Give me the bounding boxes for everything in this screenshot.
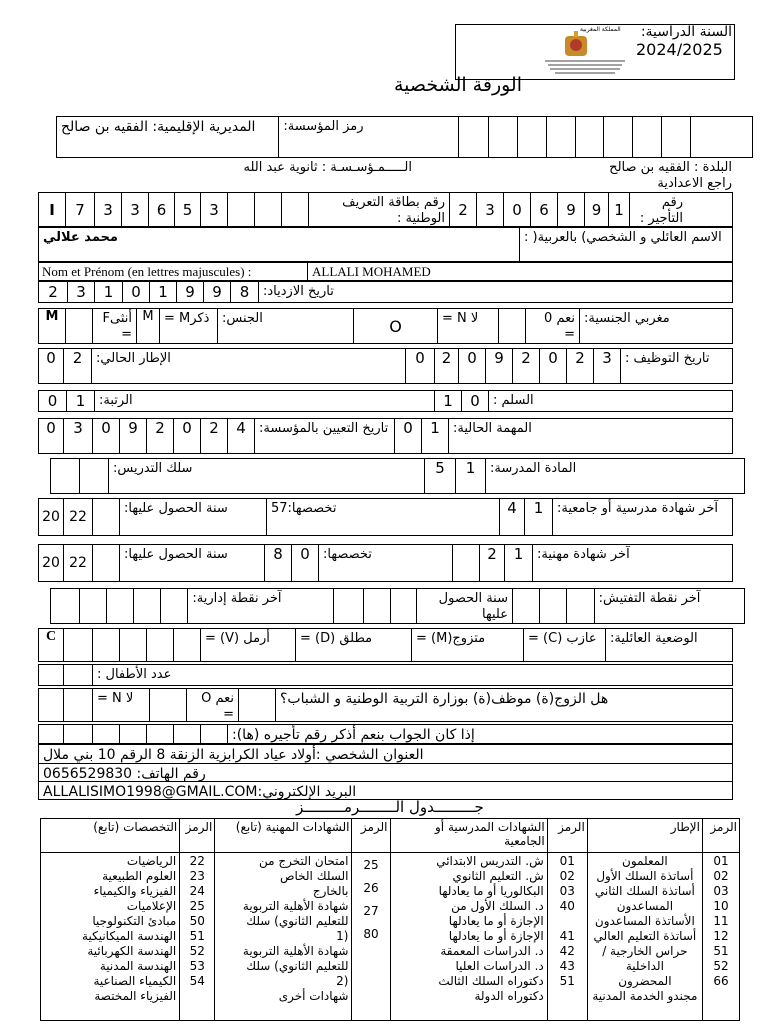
name-fr-value: ALLALI MOHAMED [307, 263, 732, 280]
address: العنوان الشخصي :أولاد عياد الكرابزية الزنقة 8 الرقم 10 بني ملال [43, 747, 424, 763]
hire-row: 0 2 الإطار الحالي: 0 2 0 9 2 0 2 3 تاريخ التوظيف : [38, 348, 733, 384]
name-ar-label: الاسم العائلي و الشخصي) بالعربية( : [519, 228, 732, 261]
spouse-yes: نعم O = [186, 689, 238, 721]
prof-cert-row: 20 22 سنة الحصول عليها: 8 0 تخصصها: 2 1 آخر شهادة مهنية: [38, 544, 733, 582]
scale-label: السلم : [488, 391, 732, 411]
name-fr-label: Nom et Prénom (en lettres majuscules) : [42, 263, 252, 279]
email: البريد الإلكتروني:ALLALISIMO1998@GMAIL.COM [43, 784, 357, 800]
frame-list: المعلمون أساتذة السلك الأول أساتذة السلك الثاني المساعدون الأساتذة المساعدون أساتذة التعليم العالي حراس الخارجية / الداخلية المحضرون مجندو الخدمة المدنية [587, 853, 702, 1021]
subject-label: المادة المدرسة: [485, 459, 744, 493]
sex-male-option: ذكرM = [159, 309, 217, 343]
sex-value: M [45, 309, 59, 324]
school-cert-year-label: سنة الحصول عليها: [119, 499, 266, 535]
spouse-label: هل الزوج(ة) موظف(ة) بوزارة التربية الوطنية و الشباب؟ [275, 689, 732, 721]
school-cert-spec-label: تخصصها:57 [266, 499, 499, 535]
nationality-no: لا N = [437, 309, 498, 343]
ids-row: I 7 3 3 6 5 3 رقم بطاقة التعريف الوطنية : 2 3 0 6 9 9 1 رقم التأجير : [38, 192, 733, 227]
phone-row [38, 763, 733, 782]
family-value: C [45, 629, 57, 644]
prof-cert-list: امتحان التخرج من السلك الخاص بالخارج شهادة الأهلية التربوية للتعليم الثانوي) سلك (1 شهادة الأهلية التربوية للتعليم الثانوي) سلك (2 شهادات أخرى [215, 853, 352, 1021]
spouse-no: لا N = [92, 689, 149, 721]
sex-label: الجنس: [217, 309, 353, 343]
subject-row: سلك التدريس: 5 1 المادة المدرسة: [50, 458, 745, 494]
rank-label: الرتبة: [94, 391, 434, 411]
logo-text: المملكة المغربية [580, 26, 621, 33]
family-married: متزوج(M) = [411, 629, 523, 661]
phone: رقم الهاتف: 0656529830 [43, 766, 206, 782]
nationality-value: O [353, 309, 437, 343]
children-label: عدد الأطفال : [92, 665, 732, 685]
logo [540, 28, 630, 78]
scale-row: 0 1 الرتبة: 1 0 السلم : [38, 390, 733, 412]
institution-label: الـــــمـؤسـسـة : ثانوية عبد الله [243, 160, 412, 175]
family-widowed: أرمل (V) = [200, 629, 295, 661]
town-label: البلدة : الفقيه بن صالح [609, 160, 732, 175]
address-row [38, 744, 733, 764]
code-legend-table: الرمز الإطار الرمز الشهادات المدرسية أو الجامعية الرمز الشهادات المهنية (تابع) الرمز التخصصات (تابع) 01 02 03 10 11 12 51 52 66 المعلمون أساتذة السلك الأول أساتذة السلك الثاني المساعدون الأساتذة المساعدون أساتذة التعليم العالي حراس الخارجية / الداخلية المحضرون مجندو الخدمة المدنية 01 02 03 40 41 42 43 51 ش. التدريس الابتدائي ش. التعليم الثانوي البكالوريا أو ما يعادلها د. السلك الأول من الإجازة أو ما يعادلها الإجازة أو ما يعادلها د. الدراسات المعمقة د. الدراسات العليا دكتوراه السلك الثالث دكتوراه الدولة 25 26 27 80 امتحان التخرج من السلك الخاص بالخارج شهادة الأهلية التربوية للتعليم الثانوي) سلك (1 شهادة الأهلية التربوية للتعليم الثانوي) سلك (2 شهادات أخرى 22 23 24 25 50 51 52 53 54 الرياضيات العلوم الطبيعية الفيزياء والكيمياء الإعلاميات مبادئ التكنولوجيا الهندسة الميكانيكية الهندسة الكهربائية الهندسة المدنية الكيمياء الصناعية الفيزياء المختصة [40, 818, 740, 1021]
frame-codes: 01 02 03 10 11 12 51 52 66 [702, 853, 739, 1021]
mission-row: 0 3 0 9 2 0 2 4 تاريخ التعيين بالمؤسسة: 0 1 المهمة الحالية: [38, 418, 733, 454]
family-row [38, 628, 733, 662]
prof-cert-spec-label: تخصصها: [318, 545, 452, 581]
children-row [38, 664, 733, 686]
legend-title: جـــــــــدول الــــــــرمـــــــــز [296, 798, 484, 816]
school-cert-label: آخر شهادة مدرسية أو جامعية: [552, 499, 732, 535]
spouse-ppr-label: إذا كان الجواب بنعم أذكر رقم تأجيره (ها): [227, 725, 732, 743]
family-divorced: مطلق (D) = [295, 629, 411, 661]
school-cert-list: ش. التدريس الابتدائي ش. التعليم الثانوي البكالوريا أو ما يعادلها د. السلك الأول من الإجازة أو ما يعادلها الإجازة أو ما يعادلها د. الدراسات المعمقة د. الدراسات العليا دكتوراه السلك الثالث دكتوراه الدولة [390, 853, 547, 1021]
institution-code-label: رمز المؤسسة: [278, 117, 457, 157]
spec-list: الرياضيات العلوم الطبيعية الفيزياء والكيمياء الإعلاميات مبادئ التكنولوجيا الهندسة الميكانيكية الهندسة الكهربائية الهندسة المدنية الكيمياء الصناعية الفيزياء المختصة [41, 853, 180, 1021]
frame-label: الإطار الحالي: [91, 349, 405, 383]
family-label: الوضعية العائلية: [605, 629, 732, 661]
nationality-label: مغربي الجنسية: [579, 309, 732, 343]
prof-cert-label: آخر شهادة مهنية: [532, 545, 710, 581]
name-ar-value: محمد علالي [43, 230, 118, 245]
prof-cert-codes: 25 26 27 80 [352, 853, 390, 1021]
school-year-label: السنة الدراسية: [640, 24, 732, 40]
cin-label: رقم بطاقة التعريف الوطنية : [308, 193, 449, 226]
directorate-row [56, 116, 753, 158]
nationality-row [38, 308, 733, 344]
hire-label: تاريخ التوظيف : [620, 349, 731, 383]
name-ar-row [38, 227, 733, 262]
mission-label: المهمة الحالية: [448, 419, 722, 453]
ppr-label: رقم التأجير : [629, 193, 687, 226]
family-single: عازب (C) = [523, 629, 605, 661]
school-cert-codes: 01 02 03 40 41 42 43 51 [547, 853, 587, 1021]
corps-label: سلك التدريس: [108, 459, 424, 493]
inspection-year-label: سنة الحصول عليها [416, 589, 512, 623]
page-title: الورقة الشخصية [393, 74, 522, 96]
spec-codes: 22 23 24 25 50 51 52 53 54 [180, 853, 215, 1021]
spouse-row [38, 688, 733, 722]
appoint-label: تاريخ التعيين بالمؤسسة: [254, 419, 394, 453]
admin-label: آخر نقطة إدارية: [187, 589, 332, 623]
spouse-ppr-row [38, 724, 733, 744]
birth-row: 2 3 1 0 1 9 9 8 تاريخ الازدياد: [38, 281, 733, 303]
sex-female-option: أنثىF = [92, 309, 136, 343]
nationality-yes: نعم 0 = [525, 309, 579, 343]
inspection-label: آخر نقطة التفتيش: [594, 589, 744, 623]
school-year: 2024/2025 [636, 40, 723, 56]
school-cert-row: 20 22 سنة الحصول عليها: تخصصها:57 4 1 آخر شهادة مدرسية أو جامعية: [38, 498, 733, 536]
inspection-row [50, 588, 745, 624]
institution-name-cont: راجع الاعدادية [657, 176, 732, 191]
sex-female-box [65, 309, 92, 343]
birth-label: تاريخ الازدياد: [258, 282, 732, 302]
directorate: المديرية الإقليمية: الفقيه بن صالح [61, 119, 256, 135]
prof-cert-year-label: سنة الحصول عليها: [119, 545, 264, 581]
name-fr-row [38, 262, 733, 281]
sex-male-code: M [136, 309, 159, 343]
